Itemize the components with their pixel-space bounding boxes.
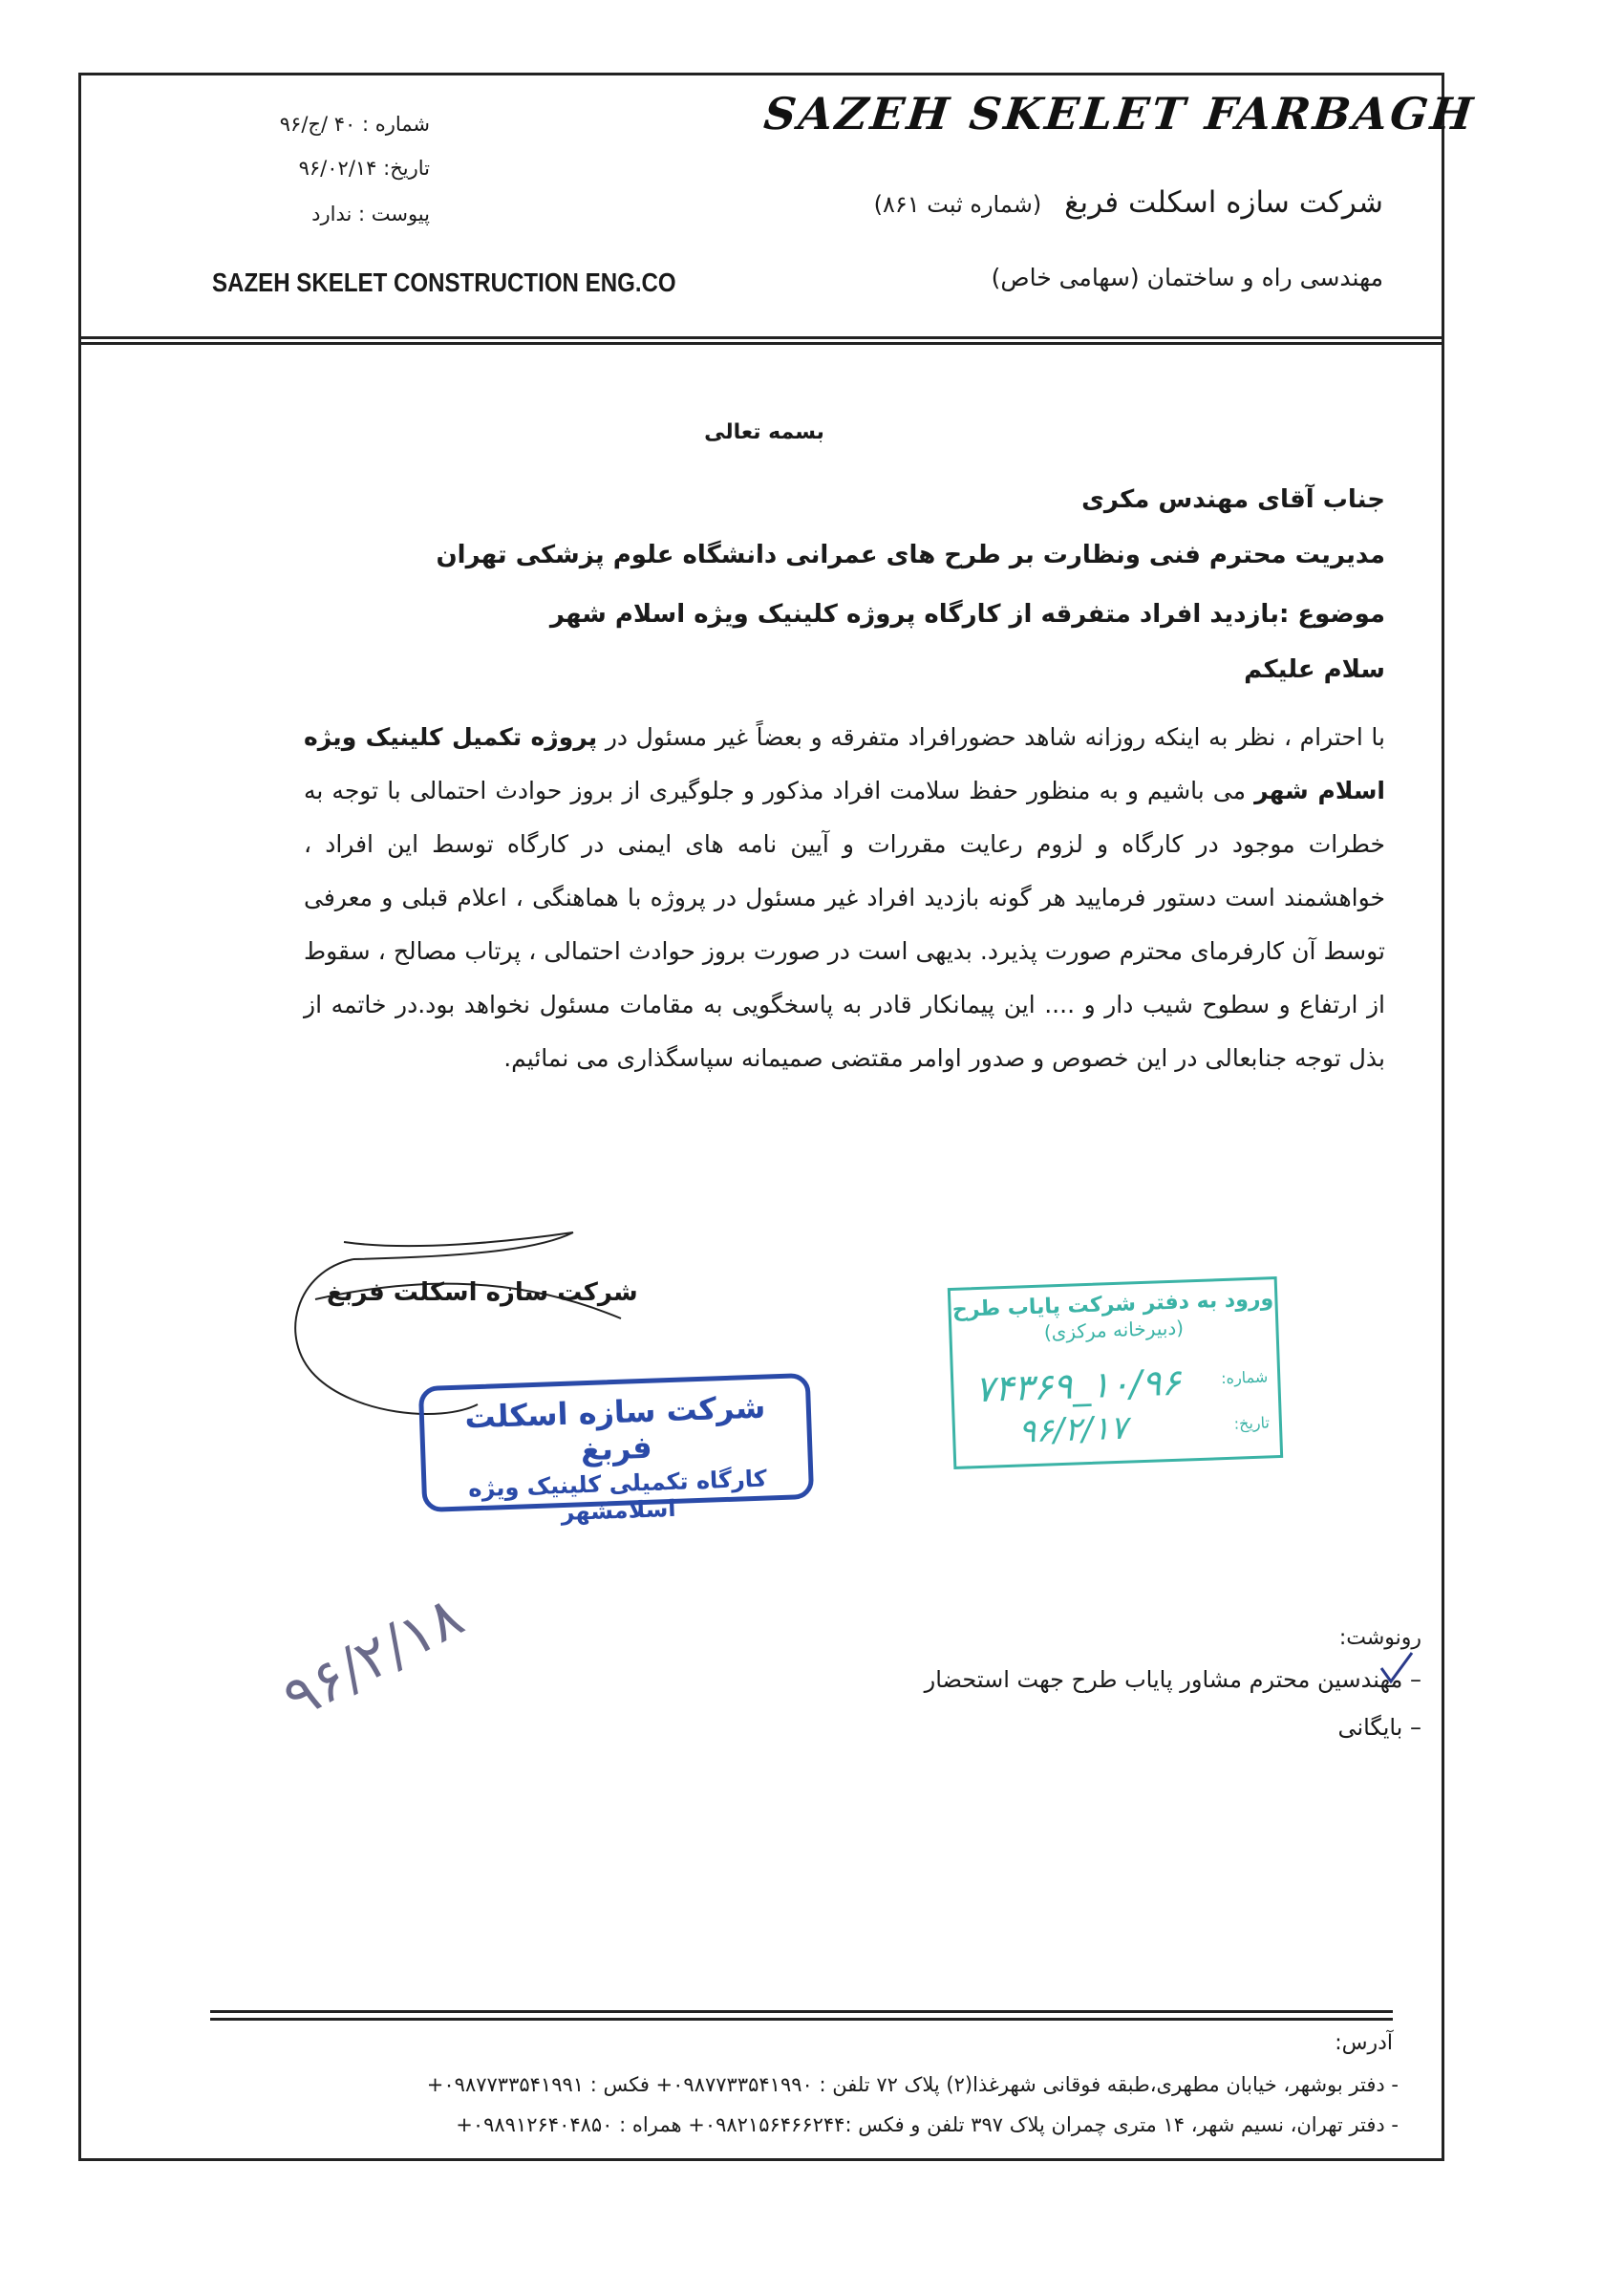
recipient-organization: مدیریت محترم فنی ونظارت بر طرح های عمرانی دانشگاه علوم پزشکی تهران (436, 541, 1385, 569)
received-stamp-subtitle: (دبیرخانه مرکزی) (1043, 1316, 1185, 1344)
header-divider-thin (80, 342, 1442, 345)
body-text-1: با احترام ، نظر به اینکه روزانه شاهد حضورافراد متفرقه و بعضاً غیر مسئول در (605, 723, 1386, 751)
received-stamp (948, 1276, 1283, 1469)
received-date-label: تاریخ: (1233, 1413, 1271, 1433)
company-stamp-line2: کارگاه تکمیلی کلینیک ویژه اسلامشهر (467, 1465, 768, 1527)
greeting: سلام علیکم (1244, 655, 1385, 684)
company-stamp (418, 1373, 814, 1527)
footer-divider (210, 2010, 1393, 2013)
recipient-name: جناب آقای مهندس مکری (1081, 485, 1385, 514)
letter-subject: موضوع :بازدید افراد متفرقه از کارگاه پروژه کلینیک ویژه اسلام شهر (549, 600, 1385, 629)
address-tehran: - دفتر تهران، نسیم شهر، ۱۴ متری چمران پلاک ۳۹۷ تلفن و فکس :۰۹۸۲۱۵۶۴۶۶۲۴۴+ همراه : ۰۹۸۹۱۲۶۴۰۴۸۵۰+ (456, 2113, 1399, 2136)
cc-item-archive: – بایگانی (1337, 1714, 1421, 1741)
handwritten-date: ۹۶/۲/۱۸ (272, 1582, 475, 1733)
basmala: بسمه تعالی (704, 420, 824, 444)
letter-attachment: پیوست : ندارد (311, 203, 430, 225)
address-bushehr: - دفتر بوشهر، خیابان مطهری،طبقه فوقانی شهرغذا(۲) پلاک ۷۲ تلفن : ۰۹۸۷۷۳۳۵۴۱۹۹۰+ فکس : ۰۹۸۷۷۳۳۵۴۱۹۹۱+ (426, 2073, 1399, 2096)
address-title: آدرس: (1335, 2031, 1393, 2055)
page-border (78, 73, 1444, 2161)
signature-company-name: شرکت سازه اسکلت فربغ (327, 1278, 638, 1307)
footer-divider-thin (210, 2018, 1393, 2021)
received-date: ۹۶/۲/۱۷ (1017, 1408, 1128, 1451)
header-divider (80, 336, 1442, 339)
received-number: ۱۰/۹۶_۷۴۳۶۹ (973, 1360, 1182, 1411)
body-text-2: می باشیم و به منظور حفظ سلامت افراد مذکور و جلوگیری از بروز حوادث احتمالی با توجه به خطرات موجود در کارگاه و لزوم رعایت مقررات و آیین نامه های ایمنی در کارگاه توسط این افراد ، خواهشمند است دستور فرمایید هر گونه بازدید افراد غیر مسئول در پروژه با هماهنگی ، اعلام قبلی و معرفی توسط آن کارفرمای محترم صورت پذیرد. بدیهی است در صورت بروز حوادث احتمالی ، پرتاب مصالح ، سقوط از ارتفاع و سطوح شیب دار و .... این پیمانکار قادر به پاسخگویی به مقامات مسئول نخواهد بود.در خاتمه از بذل توجه جنابعالی در این خصوص و صدور اوامر مقتضی صمیمانه سپاسگذاری می نمائیم. (304, 777, 1385, 1072)
company-type-persian: مهندسی راه و ساختمان (سهامی خاص) (991, 264, 1383, 291)
registration-number: (شماره ثبت ۸۶۱) (873, 191, 1042, 218)
received-number-label: شماره: (1220, 1367, 1269, 1388)
company-brand-latin: SAZEH SKELET FARBAGH (761, 88, 1478, 139)
company-name: شرکت سازه اسکلت فربغ (1064, 185, 1383, 220)
received-stamp-title: ورود به دفتر شرکت پایاب طرح (951, 1287, 1274, 1322)
body-project-name: پروژه تکمیل کلینیک ویژه اسلام شهر (304, 723, 1386, 804)
letter-number: شماره : ۴۰ /ج/۹۶ (279, 113, 430, 136)
company-name-persian (874, 185, 1383, 220)
letter-body (304, 711, 1385, 1085)
letter-date: تاریخ: ۹۶/۰۲/۱۴ (298, 157, 430, 180)
company-stamp-line1: شرکت سازه اسکلت فربغ (463, 1388, 766, 1468)
company-name-english: SAZEH SKELET CONSTRUCTION ENG.CO (212, 268, 676, 297)
cc-item-consultant: – مهندسین محترم مشاور پایاب طرح جهت استحضار (924, 1666, 1421, 1693)
cc-title: رونوشت: (1338, 1626, 1421, 1650)
